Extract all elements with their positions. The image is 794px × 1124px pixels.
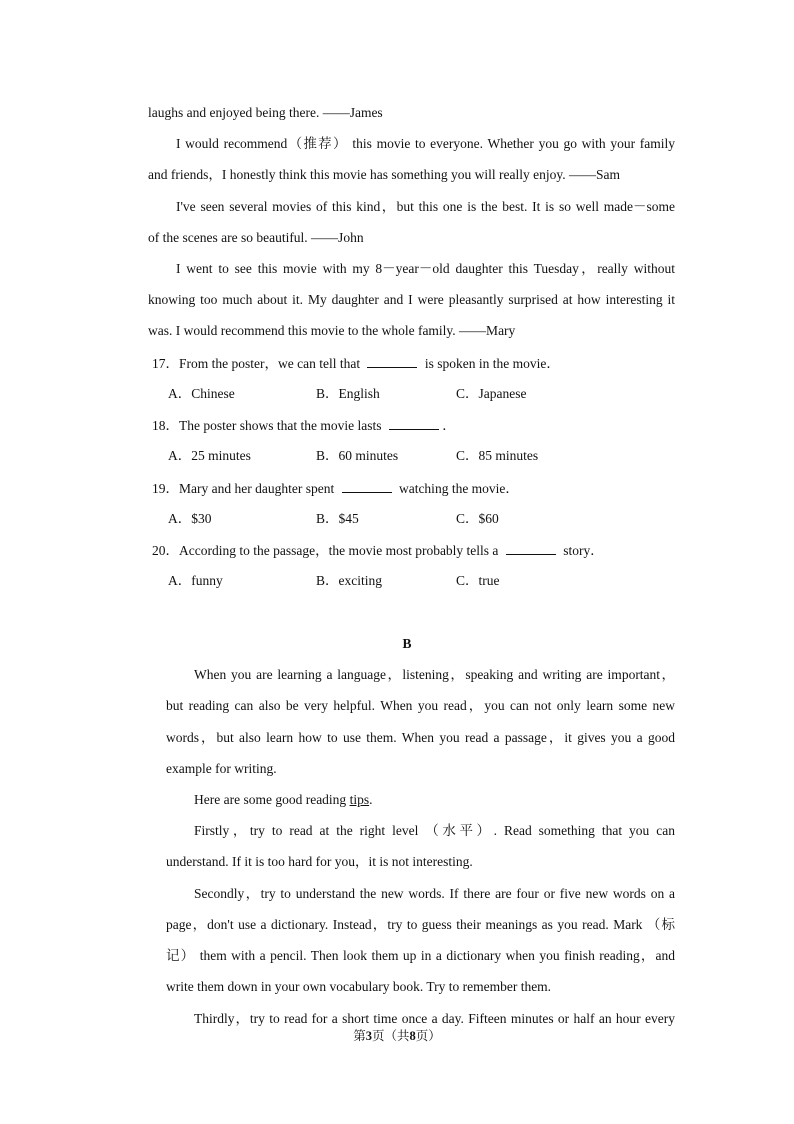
option-c: C．85 minutes (456, 448, 539, 463)
passage-line: When you are learning a language，listening，speaking and writing are important， (194, 667, 675, 682)
option-c: C．Japanese (456, 386, 527, 401)
passage-line: I've seen several movies of this kind，but this one is the best. It is so well made－some (176, 199, 675, 214)
answer-blank (506, 542, 556, 555)
underlined-word: tips (349, 792, 370, 807)
answer-blank (342, 480, 392, 493)
option-c: C．$60 (456, 511, 499, 526)
question-text: 17．From the poster，we can tell that (152, 356, 361, 371)
option-a: A．25 minutes (168, 448, 251, 463)
page-footer (0, 1028, 794, 1044)
passage-line (194, 792, 372, 808)
option-a: A．$30 (168, 511, 212, 526)
footer-text: 页） (415, 1029, 441, 1043)
question-text: 18．The poster shows that the movie lasts (152, 418, 382, 433)
passage-line: of the scenes are so beautiful. ——John (148, 230, 364, 245)
passage-line: 记） them with a pencil. Then look them up in a dictionary when you finish reading，and (166, 948, 675, 963)
page-number: 3 (365, 1029, 372, 1043)
option-b: B．exciting (316, 573, 382, 588)
question-17 (152, 355, 560, 372)
footer-text: 第 (353, 1029, 366, 1043)
question-text: story． (563, 543, 604, 558)
option-b: B．60 minutes (316, 448, 399, 463)
question-text: 19．Mary and her daughter spent (152, 481, 335, 496)
passage-line: but reading can also be very helpful. When you read，you can not only learn some new (166, 698, 675, 713)
option-b: B．English (316, 386, 380, 401)
passage-line: was. I would recommend this movie to the whole family. ——Mary (148, 323, 516, 338)
passage-line: understand. If it is too hard for you，it is not interesting. (166, 854, 473, 869)
passage-line: words，but also learn how to use them. When you read a passage，it gives you a good (166, 730, 675, 745)
passage-line: page，don't use a dictionary. Instead，try to guess their meanings as you read. Mark （标 (166, 917, 675, 932)
passage-text: Here are some good reading (194, 792, 350, 807)
passage-line: and friends，I honestly think this movie has something you will really enjoy. ——Sam (148, 167, 620, 182)
passage-line: I would recommend（推荐） this movie to everyone. Whether you go with your family (176, 136, 675, 151)
option-a: A．Chinese (168, 386, 235, 401)
passage-text: . (369, 792, 373, 807)
question-text: is spoken in the movie． (424, 356, 560, 371)
question-text: 20．According to the passage，the movie most probably tells a (152, 543, 499, 558)
option-c: C．true (456, 573, 500, 588)
question-text: ． (442, 418, 456, 433)
answer-blank (367, 355, 417, 368)
footer-text: 页（共 (371, 1029, 410, 1043)
passage-line: Firstly，try to read at the right level （水平）. Read something that you can (194, 823, 675, 838)
passage-line: write them down in your own vocabulary book. Try to remember them. (166, 979, 552, 994)
answer-blank (389, 417, 439, 430)
question-text: watching the movie． (398, 481, 519, 496)
passage-line: I went to see this movie with my 8－year－old daughter this Tuesday，really without (176, 261, 675, 276)
question-19 (152, 480, 519, 497)
passage-line: knowing too much about it. My daughter and I were pleasantly surprised at how interesting it (148, 292, 675, 307)
question-18 (152, 417, 456, 434)
passage-line: Thirdly，try to read for a short time once a day. Fifteen minutes or half an hour every (194, 1011, 675, 1026)
passage-line: Secondly，try to understand the new words. If there are four or five new words on a (194, 886, 675, 901)
option-a: A．funny (168, 573, 223, 588)
option-b: B．$45 (316, 511, 359, 526)
question-20 (152, 542, 604, 559)
section-heading: B (402, 636, 412, 651)
passage-line: laughs and enjoyed being there. ——James (148, 105, 383, 120)
passage-line: example for writing. (166, 761, 277, 776)
total-pages: 8 (409, 1029, 416, 1043)
